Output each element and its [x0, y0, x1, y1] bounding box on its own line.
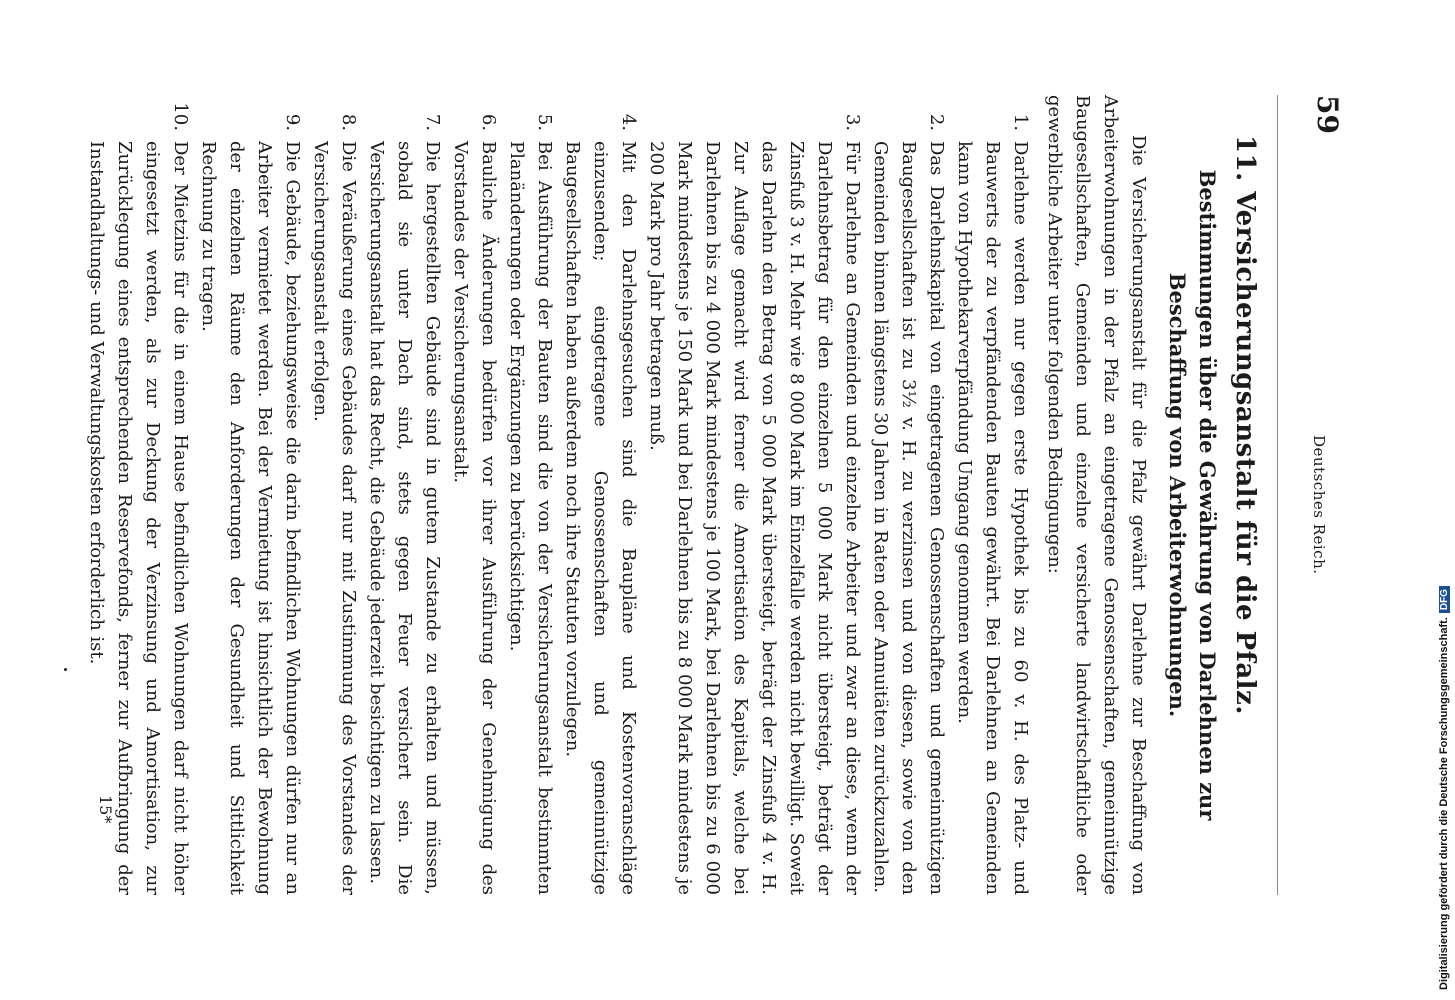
- list-item: [502, 95, 558, 895]
- page-header: [1290, 95, 1350, 895]
- item-text: Das Darlehnskapital von eingetragenen Genossenschaften und gemeinnützigen Baugesellschaften ist zu 3½ v. H. zu verzinsen und von diesen, sowie von den Gemeinden binnen längstens 30 Jahren in Raten oder Annuitäten zurückzuzahlen.: [870, 141, 947, 895]
- list-item: [558, 95, 642, 895]
- item-text: Mit den Darlehnsgesuchen sind die Baupläne und Kostenvoranschläge einzusenden; eingetragene Genossenschaften und gemeinnützige Baugesellschaften haben außerdem noch ihre Statuten vorzulegen.: [562, 141, 639, 895]
- item-text: Der Mietzins für die in einem Hause befindlichen Wohnungen darf nicht höher eingesetzt werden, als zur Deckung der Verzinsung und Amortisation, zur Zurücklegung eines entsprechenden Reservefonds, ferner zur Aufbringung der Instandhaltungs- und Verwaltungskosten erforderlich ist.: [86, 141, 191, 895]
- section-subtitle: Bestimmungen über die Gewährung von Darlehnen zur Beschaffung von Arbeiterwohnungen.: [1165, 169, 1220, 821]
- intro-paragraph: Die Versicherungsanstalt für die Pfalz gewährt Darlehne zur Beschaffung von Arbeiterwohnungen in der Pfalz an eingetragene Genossenschaften, gemeinnützige Baugesellschaften, Gemeinden und einzelne versicherte landwirtschaftliche oder gewerbliche Arbeiter unter folgenden Bedingungen:: [1044, 95, 1149, 895]
- item-text: Die Gebäude, beziehungsweise die darin befindlichen Wohnungen dürfen nur an Arbeiter vermietet werden. Bei der Vermietung ist hinsichtlich der Bewohnung der einzelnen Räume den Anforderungen der Gesundheit und Sittlichkeit Rechnung zu tragen.: [198, 141, 303, 895]
- item-text: Darlehne werden nur gegen erste Hypothek bis zu 60 v. H. des Platz- und Bauwerts der zu verpfändenden Bauten gewährt. Bei Darlehnen an Gemeinden kann von Hypothekarverpfändung Umgang genommen werden.: [954, 141, 1031, 895]
- list-item: [950, 95, 1034, 895]
- item-number: 9.: [282, 113, 303, 131]
- item-text: Für Darlehne an Gemeinden und einzelne Arbeiter und zwar an diese, wenn der Darlehnsbetrag für den einzelnen 5 000 Mark nicht übersteigt, beträgt der Zinsfuß 3 v. H. Mehr wie 8 000 Mark im Einzelfalle werden nicht bewilligt. Soweit das Darlehn den Betrag von 5 000 Mark übersteigt, beträgt der Zinsfuß 4 v. H. Zur Auflage gemacht wird ferner die Amortisation des Kapitals, welche bei Darlehnen bis zu 4 000 Mark mindestens je 100 Mark, bei Darlehnen bis zu 6 000 Mark mindestens je 150 Mark und bei Darlehnen bis zu 8 000 Mark mindestens je 200 Mark pro Jahr betragen muß.: [646, 141, 863, 895]
- list-item: [446, 95, 502, 895]
- list-item: [82, 95, 194, 895]
- page-number: 59: [1311, 95, 1344, 134]
- item-text: Die hergestellten Gebäude sind in gutem Zustande zu erhalten und müssen, sobald sie unter Dach sind, stets gegen Feuer versichert sein. Die Versicherungsanstalt hat das Recht, die Gebäude jederzeit besichtigen zu lassen.: [366, 141, 443, 895]
- item-text: Bei Ausführung der Bauten sind die von der Versicherungsanstalt bestimmten Planänderungen oder Ergänzungen zu berücksichtigen.: [506, 141, 555, 895]
- item-number: 6.: [478, 113, 499, 131]
- list-item: [194, 95, 306, 895]
- item-number: 2.: [926, 113, 947, 131]
- running-head: Deutsches Reich.: [1310, 435, 1328, 575]
- item-number: 1.: [1010, 113, 1031, 131]
- item-number: 4.: [618, 113, 639, 131]
- item-number: 5.: [534, 113, 555, 131]
- item-number: 3.: [842, 113, 863, 131]
- item-number: 8.: [338, 113, 359, 131]
- digitization-note: [1438, 10, 1454, 990]
- signature-mark: 15*: [96, 795, 115, 824]
- item-text: Die Veräußerung eines Gebäudes darf nur mit Zustimmung des Vorstandes der Versicherungsanstalt erfolgen.: [310, 141, 359, 895]
- list-item: [642, 95, 866, 895]
- item-text: Bauliche Änderungen bedürfen vor ihrer Ausführung der Genehmigung des Vorstandes der Versicherungsanstalt.: [450, 141, 499, 895]
- digitization-text: Digitalisierung gefördert durch die Deutsche Forschungsgemeinschaft.: [1438, 617, 1450, 990]
- speck: [64, 668, 67, 671]
- item-number: 7.: [422, 113, 443, 131]
- list-item: [306, 95, 362, 895]
- dfg-logo: DFG: [1439, 586, 1450, 613]
- rotated-page: [86, 95, 1350, 895]
- section-title: 11. Versicherungsanstalt für die Pfalz.: [1230, 135, 1260, 715]
- list-item: [362, 95, 446, 895]
- item-number: 10.: [170, 102, 191, 131]
- header-rule: [1277, 95, 1278, 895]
- conditions-list: [82, 95, 1034, 895]
- list-item: [866, 95, 950, 895]
- document-body: [82, 95, 1260, 895]
